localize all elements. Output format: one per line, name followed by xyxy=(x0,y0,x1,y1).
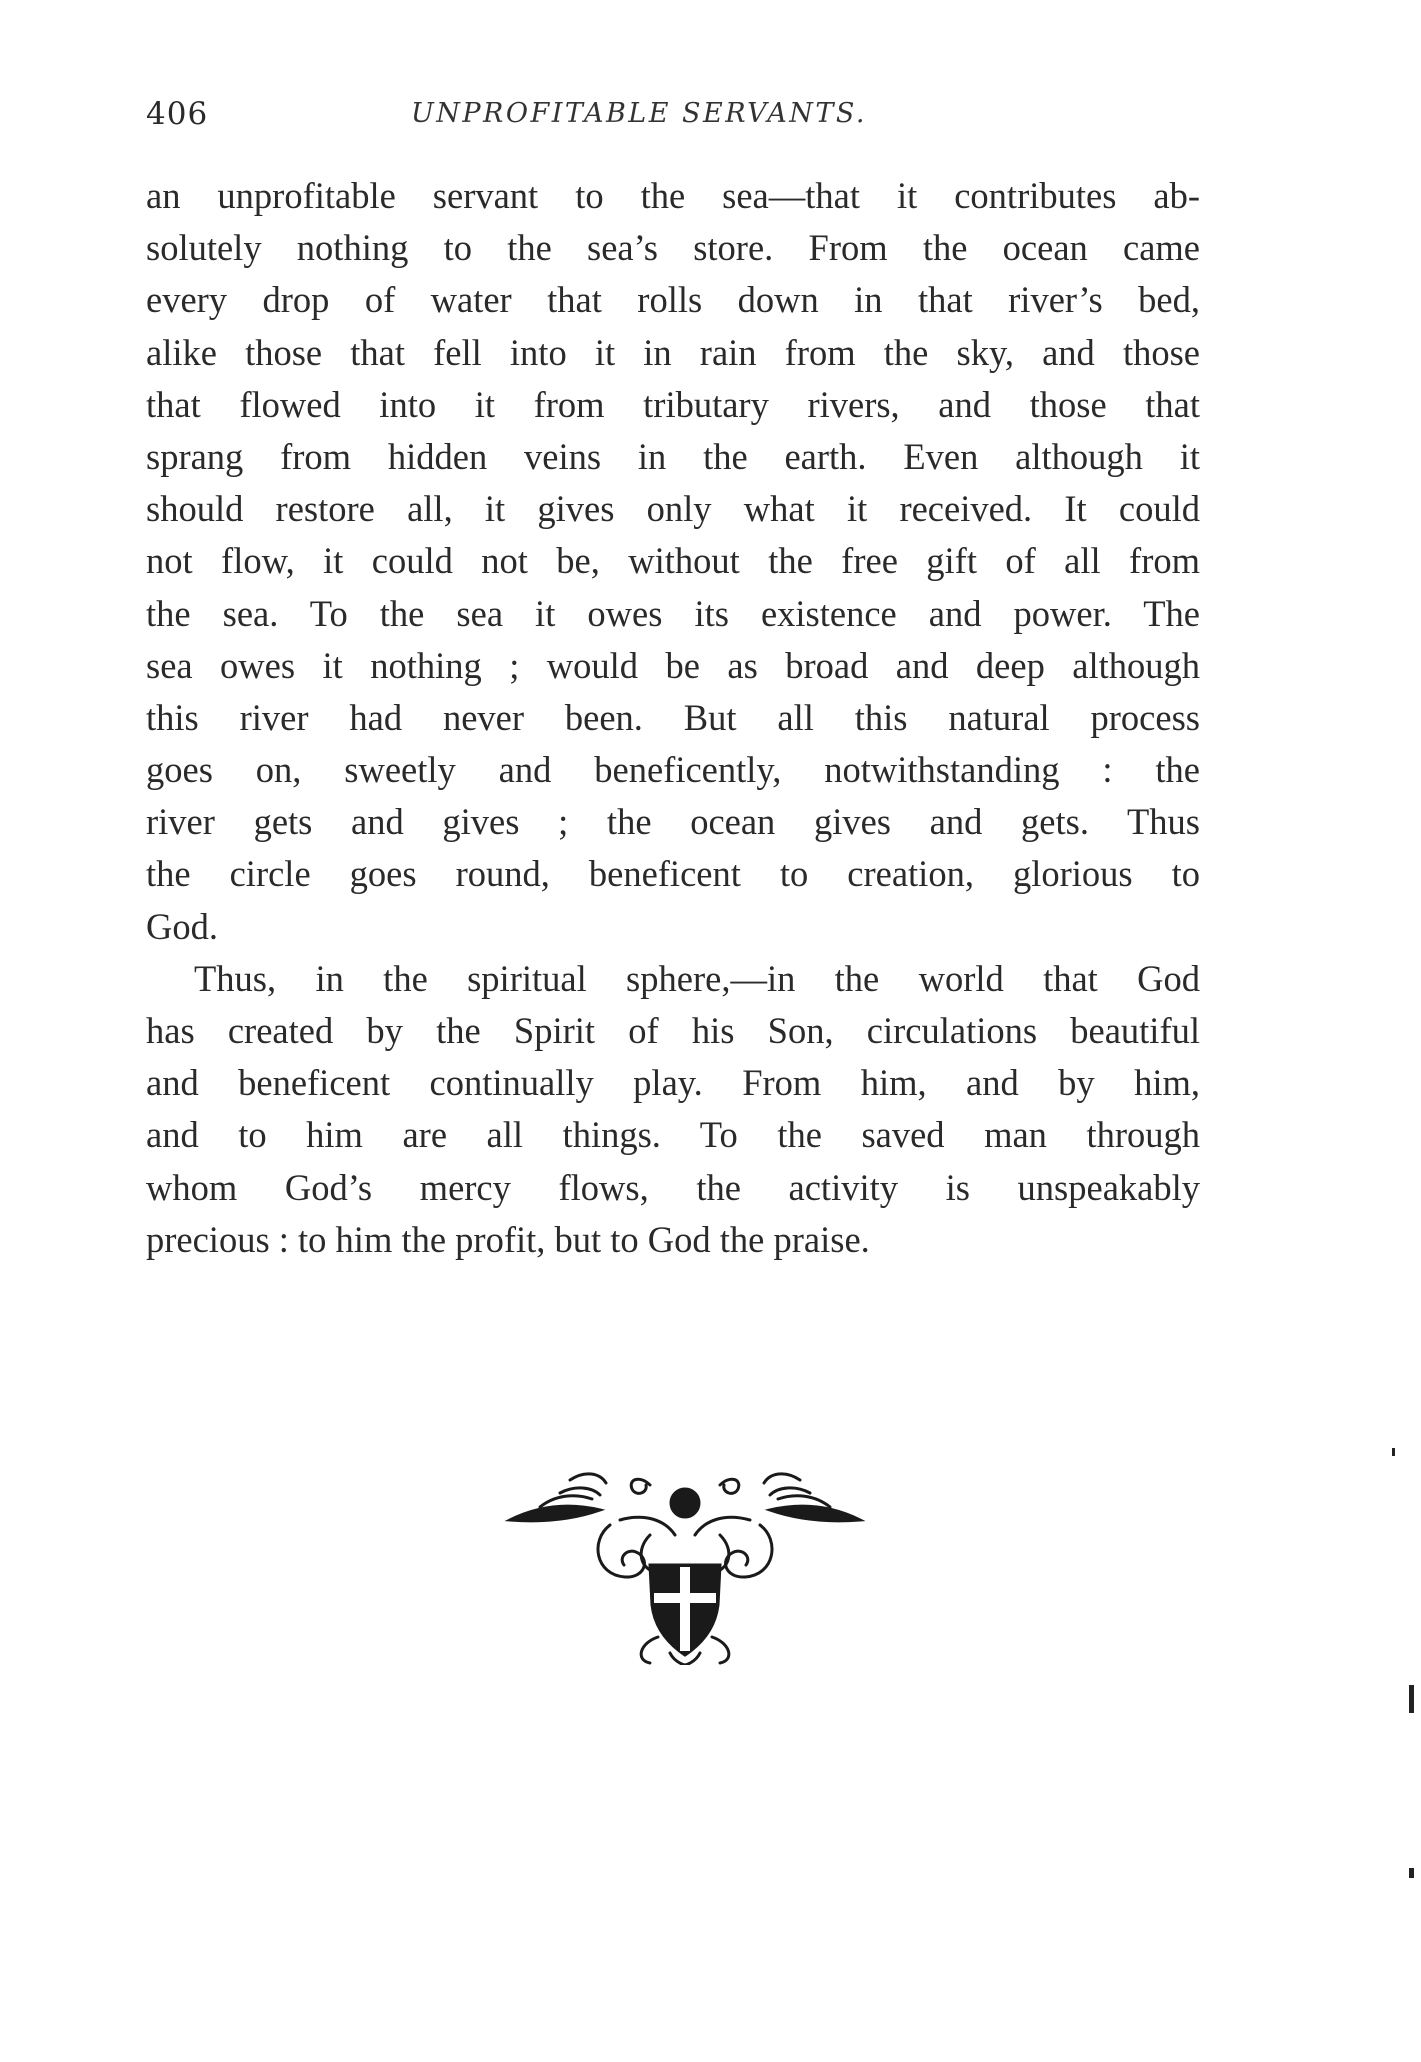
scan-mark xyxy=(1409,1868,1414,1878)
body-text xyxy=(146,170,1200,1266)
text-line: should restore all, it gives only what it received. It could xyxy=(146,488,1200,530)
text-line: whom God’s mercy flows, the activity is unspeakably xyxy=(146,1166,1200,1208)
page-number: 406 xyxy=(146,96,209,132)
text-line: not flow, it could not be, without the free gift of all from xyxy=(146,540,1200,582)
paragraph xyxy=(146,953,1200,1266)
text-line: solutely nothing to the sea’s store. From the ocean came xyxy=(146,227,1200,269)
scan-mark xyxy=(1409,1685,1414,1713)
text-line: Thus, in the spiritual sphere,—in the world that God xyxy=(194,957,1200,999)
text-line: precious : to him the profit, but to God the praise. xyxy=(146,1218,870,1260)
text-line: sea owes it nothing ; would be as broad and deep although xyxy=(146,644,1200,686)
text-line: goes on, sweetly and beneficently, notwithstanding : the xyxy=(146,749,1200,791)
text-line: that flowed into it from tributary rivers, and those that xyxy=(146,383,1200,425)
text-line: alike those that fell into it in rain from the sky, and those xyxy=(146,331,1200,373)
text-line: sprang from hidden veins in the earth. Even although it xyxy=(146,435,1200,477)
floral-tailpiece-icon xyxy=(500,1465,870,1665)
text-line: an unprofitable servant to the sea—that it contributes ab- xyxy=(146,175,1200,216)
text-line: and beneficent continually play. From him, and by him, xyxy=(146,1062,1200,1104)
paragraph xyxy=(146,170,1200,953)
text-line: and to him are all things. To the saved man through xyxy=(146,1114,1200,1156)
text-line: has created by the Spirit of his Son, circulations beautiful xyxy=(146,1010,1200,1051)
text-line: every drop of water that rolls down in that river’s bed, xyxy=(146,279,1200,321)
text-line: the circle goes round, beneficent to creation, glorious to xyxy=(146,853,1200,895)
text-line: river gets and gives ; the ocean gives and gets. Thus xyxy=(146,801,1200,843)
text-line: God. xyxy=(146,905,218,947)
running-title: UNPROFITABLE SERVANTS. xyxy=(411,98,867,129)
page-header xyxy=(146,96,1216,136)
scan-mark xyxy=(1392,1448,1395,1456)
text-line: this river had never been. But all this natural process xyxy=(146,696,1200,738)
text-line: the sea. To the sea it owes its existence and power. The xyxy=(146,592,1200,634)
